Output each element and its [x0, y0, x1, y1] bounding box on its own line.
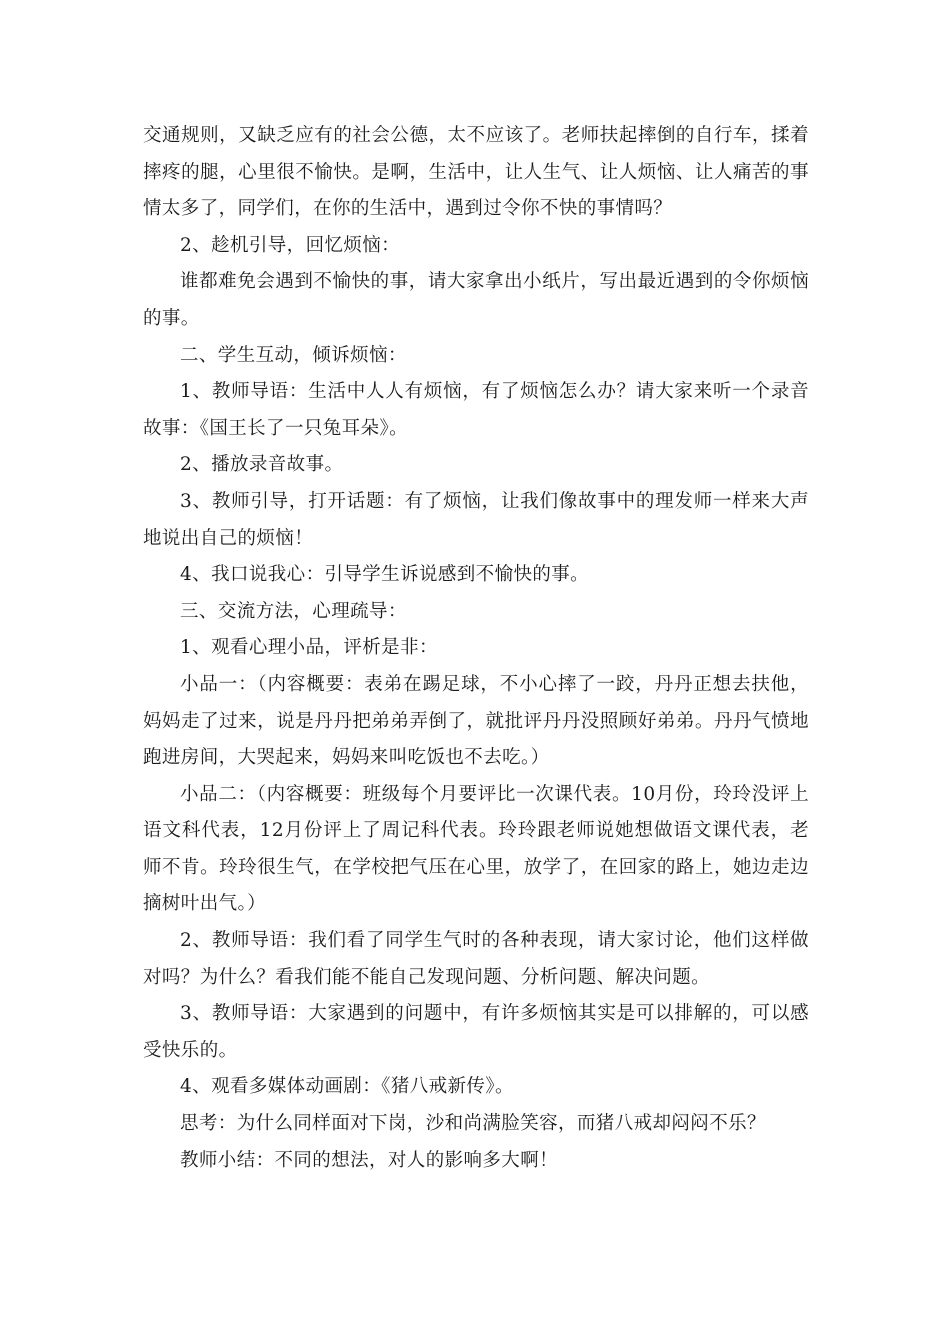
paragraph-write-worries: 谁都难免会遇到不愉快的事，请大家拿出小纸片，写出最近遇到的令你烦恼的事。 — [143, 271, 809, 329]
paragraph-relieve-worries: 3、教师导语：大家遇到的问题中，有许多烦恼其实是可以排解的，可以感受快乐的。 — [143, 1003, 809, 1061]
paragraph-continuation: 交通规则，又缺乏应有的社会公德，太不应该了。老师扶起摔倒的自行车，揉着摔疼的腿，心里很不愉快。是啊，生活中，让人生气、让人烦恼、让人痛苦的事情太多了，同学们，在你的生活中，遇到过令你不快的事情吗？ — [143, 125, 809, 220]
section-heading-student-interaction: 二、学生互动，倾诉烦恼： — [180, 344, 407, 366]
paragraph-think: 思考：为什么同样面对下岗，沙和尚满脸笑容，而猪八戒却闷闷不乐？ — [180, 1113, 766, 1135]
document-body — [143, 118, 809, 1179]
paragraph-discussion: 2、教师导语：我们看了同学生气时的各种表现，请大家讨论，他们这样做对吗？为什么？看我们能不能自己发现问题、分析问题、解决问题。 — [143, 930, 809, 988]
paragraph-guide-recall: 2、趁机引导，回忆烦恼： — [180, 234, 401, 256]
paragraph-play-story: 2、播放录音故事。 — [180, 454, 344, 476]
paragraph-speak-mind: 4、我口说我心：引导学生诉说感到不愉快的事。 — [180, 564, 590, 586]
paragraph-skit-one: 小品一：（内容概要：表弟在踢足球，不小心摔了一跤，丹丹正想去扶他，妈妈走了过来，说是丹丹把弟弟弄倒了，就批评丹丹没照顾好弟弟。丹丹气愤地跑进房间，大哭起来，妈妈来叫吃饭也不去吃。） — [143, 673, 809, 769]
section-heading-exchange-methods: 三、交流方法，心理疏导： — [180, 600, 407, 622]
paragraph-animation: 4、观看多媒体动画剧：《猪八戒新传》。 — [180, 1076, 514, 1098]
paragraph-summary: 教师小结：不同的想法，对人的影响多大啊！ — [180, 1149, 559, 1171]
paragraph-open-topic: 3、教师引导，打开话题：有了烦恼，让我们像故事中的理发师一样来大声地说出自己的烦恼！ — [143, 490, 809, 549]
paragraph-skit-two: 小品二：（内容概要：班级每个月要评比一次课代表。10月份，玲玲没评上语文科代表，12月份评上了周记科代表。玲玲跟老师说她想做语文课代表，老师不肯。玲玲很生气，在学校把气压在心里，放学了，在回家的路上，她边走边摘树叶出气。） — [143, 783, 809, 915]
paragraph-watch-skits: 1、观看心理小品，评析是非： — [180, 637, 438, 659]
paragraph-teacher-intro-story: 1、教师导语：生活中人人有烦恼，有了烦恼怎么办？请大家来听一个录音故事：《国王长了一只兔耳朵》。 — [143, 381, 809, 439]
